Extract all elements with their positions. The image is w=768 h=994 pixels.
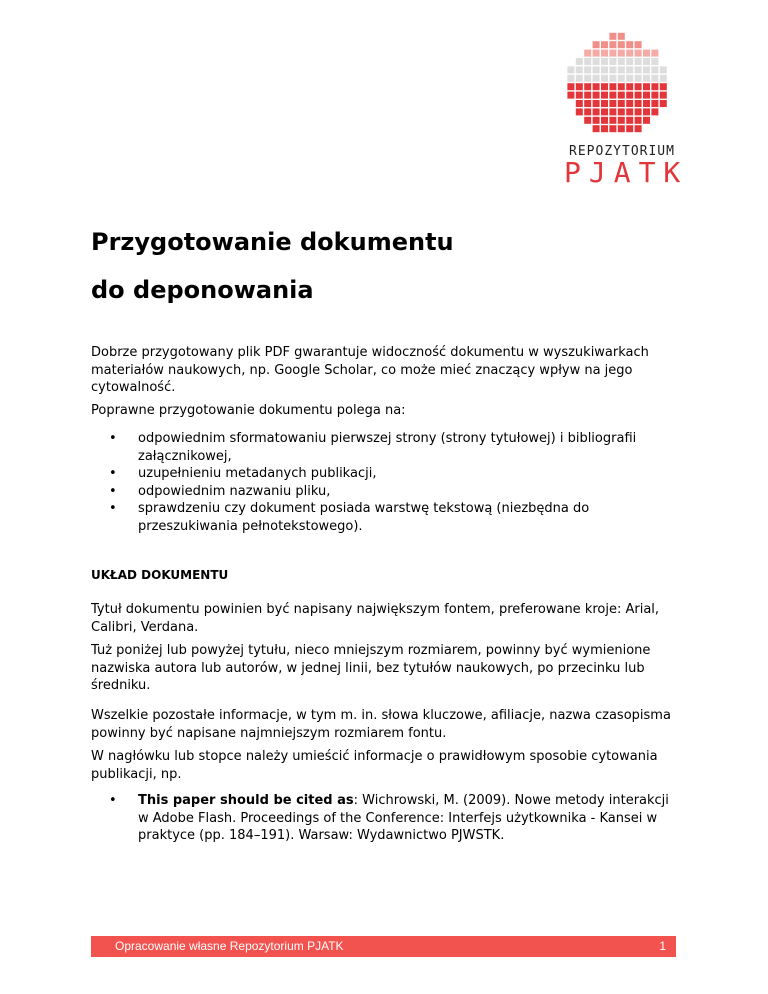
logo-pixel	[601, 108, 608, 115]
logo-pixel	[643, 75, 650, 82]
logo-pixel	[576, 108, 583, 115]
logo-pixel	[651, 75, 658, 82]
logo-pixel	[643, 66, 650, 73]
logo-pixel	[576, 75, 583, 82]
logo-pixel	[660, 100, 667, 107]
logo-pixel	[635, 125, 642, 132]
logo-pixel	[626, 50, 633, 57]
logo-pixel	[601, 83, 608, 90]
logo-pixel	[626, 92, 633, 99]
logo-pixel	[593, 83, 600, 90]
logo-pixel	[643, 100, 650, 107]
citation-label: This paper should be cited as	[138, 793, 354, 808]
logo-pixel	[567, 66, 574, 73]
logo-pixel	[609, 75, 616, 82]
logo-pixel	[618, 50, 625, 57]
logo-pixel	[651, 83, 658, 90]
logo-pixel	[601, 117, 608, 124]
logo-pixel	[618, 92, 625, 99]
intro-paragraph: Dobrze przygotowany plik PDF gwarantuje widoczność dokumentu w wyszukiwarkach materiałów naukowych, np. Google Scholar, co może mieć znaczący wpływ na jego cytowalność.	[91, 345, 649, 395]
logo-pixel	[635, 50, 642, 57]
logo-pixel	[635, 58, 642, 65]
footer-text: Opracowanie własne Repozytorium PJATK	[115, 939, 344, 953]
logo-pixel	[609, 66, 616, 73]
page-footer	[91, 936, 676, 957]
logo-pixel	[643, 83, 650, 90]
logo-pixel	[618, 125, 625, 132]
logo-pixel	[618, 75, 625, 82]
citation-text: : Wichrowski, M. (2009). Nowe metody interakcji w Adobe Flash. Proceedings of the Conference: Interfejs użytkownika - Kansei w praktyce (pp. 184–191). Warsaw: Wydawnictwo PJWSTK.	[138, 793, 669, 843]
logo-pixel	[584, 83, 591, 90]
logo-pixel	[635, 92, 642, 99]
logo-pixel	[635, 117, 642, 124]
logo-pixel	[601, 125, 608, 132]
logo-pixel	[593, 50, 600, 57]
logo-pixel	[643, 117, 650, 124]
logo-pixel	[576, 66, 583, 73]
logo-pixel	[601, 50, 608, 57]
page-number: 1	[659, 939, 666, 953]
logo-pixel	[626, 58, 633, 65]
logo-pixel	[593, 66, 600, 73]
logo-pixel	[618, 66, 625, 73]
logo-pixel	[584, 66, 591, 73]
logo-pixel	[601, 75, 608, 82]
repository-logo	[556, 14, 689, 189]
logo-pixel	[643, 50, 650, 57]
logo-pixel	[593, 75, 600, 82]
logo-pixel	[609, 50, 616, 57]
logo-pixel	[651, 92, 658, 99]
logo-pixel	[593, 125, 600, 132]
logo-pixel	[593, 41, 600, 48]
logo-pixel	[609, 100, 616, 107]
logo-pixel	[643, 58, 650, 65]
logo-text-repozytorium: REPOZYTORIUM	[569, 144, 675, 159]
list-item: • odpowiednim sformatowaniu pierwszej strony (strony tytułowej) i bibliografii załącznikowej,	[109, 430, 669, 465]
logo-pixel	[576, 92, 583, 99]
pixel-globe-icon	[556, 14, 680, 144]
list-item: • sprawdzeniu czy dokument posiada warstwę tekstową (niezbędna do przeszukiwania pełnotekstowego).	[109, 500, 669, 535]
logo-pixel	[635, 41, 642, 48]
logo-pixel	[609, 108, 616, 115]
logo-pixel	[584, 92, 591, 99]
logo-pixel	[651, 108, 658, 115]
logo-pixel	[626, 117, 633, 124]
logo-pixel	[651, 66, 658, 73]
logo-pixel	[618, 108, 625, 115]
logo-pixel	[643, 108, 650, 115]
logo-pixel	[567, 83, 574, 90]
logo-pixel	[660, 66, 667, 73]
logo-pixel	[609, 83, 616, 90]
logo-pixel	[576, 100, 583, 107]
logo-pixel	[609, 58, 616, 65]
logo-pixel	[601, 41, 608, 48]
logo-pixel	[626, 66, 633, 73]
logo-pixel	[593, 117, 600, 124]
logo-pixel	[601, 92, 608, 99]
paragraph-other-info: Wszelkie pozostałe informacje, w tym m. in. słowa kluczowe, afiliacje, nazwa czasopisma powinny być napisane najmniejszym rozmiarem fontu.	[91, 708, 671, 741]
logo-pixel	[593, 58, 600, 65]
logo-pixel	[660, 75, 667, 82]
logo-pixel	[618, 58, 625, 65]
preparation-steps-list	[109, 430, 669, 535]
citation-example	[109, 792, 675, 845]
logo-pixel	[584, 58, 591, 65]
logo-pixel	[593, 108, 600, 115]
logo-pixel	[635, 83, 642, 90]
logo-pixel	[651, 100, 658, 107]
logo-pixel	[626, 83, 633, 90]
logo-pixel	[626, 100, 633, 107]
logo-pixel	[584, 75, 591, 82]
list-item: • uzupełnieniu metadanych publikacji,	[109, 465, 669, 483]
logo-pixel	[601, 58, 608, 65]
logo-pixel	[635, 108, 642, 115]
logo-pixel	[635, 100, 642, 107]
logo-pixel	[643, 92, 650, 99]
logo-pixel	[601, 100, 608, 107]
logo-pixel	[584, 50, 591, 57]
logo-pixel	[618, 41, 625, 48]
logo-pixel	[651, 50, 658, 57]
logo-pixel	[576, 58, 583, 65]
logo-pixel	[609, 33, 616, 40]
logo-pixel	[618, 100, 625, 107]
logo-pixel	[635, 75, 642, 82]
logo-pixel	[626, 75, 633, 82]
paragraph-title-font: Tytuł dokumentu powinien być napisany największym fontem, preferowane kroje: Arial, Calibri, Verdana.	[91, 602, 660, 635]
logo-pixel	[584, 100, 591, 107]
logo-pixel	[635, 66, 642, 73]
logo-pixel	[660, 83, 667, 90]
logo-pixel	[584, 117, 591, 124]
paragraph-citation-info: W nagłówku lub stopce należy umieścić informacje o prawidłowym sposobie cytowania publikacji, np.	[91, 749, 658, 782]
logo-pixel	[593, 92, 600, 99]
logo-pixel	[601, 66, 608, 73]
logo-pixel	[609, 92, 616, 99]
logo-pixel	[626, 125, 633, 132]
logo-pixel	[626, 41, 633, 48]
logo-text-pjatk: PJATK	[564, 156, 689, 189]
logo-pixel	[593, 100, 600, 107]
citation-example-list	[109, 792, 675, 845]
list-lead: Poprawne przygotowanie dokumentu polega na:	[91, 403, 406, 418]
logo-pixel	[660, 92, 667, 99]
section-heading: UKŁAD DOKUMENTU	[91, 568, 229, 582]
logo-pixel	[576, 83, 583, 90]
logo-pixel	[584, 108, 591, 115]
page-title-line-2: do deponowania	[91, 276, 314, 304]
list-item: • odpowiednim nazwaniu pliku,	[109, 483, 669, 501]
logo-pixel	[618, 83, 625, 90]
logo-pixel	[618, 33, 625, 40]
page-title-line-1: Przygotowanie dokumentu	[91, 228, 454, 256]
logo-pixel	[609, 125, 616, 132]
logo-pixel	[567, 75, 574, 82]
paragraph-authors: Tuż poniżej lub powyżej tytułu, nieco mniejszym rozmiarem, powinny być wymienione nazwiska autora lub autorów, w jednej linii, bez tytułów naukowych, po przecinku lub średniku.	[91, 643, 651, 693]
logo-pixel	[651, 58, 658, 65]
logo-pixel	[626, 108, 633, 115]
logo-pixel	[567, 92, 574, 99]
logo-pixel	[609, 41, 616, 48]
logo-pixel	[618, 117, 625, 124]
logo-pixel	[609, 117, 616, 124]
